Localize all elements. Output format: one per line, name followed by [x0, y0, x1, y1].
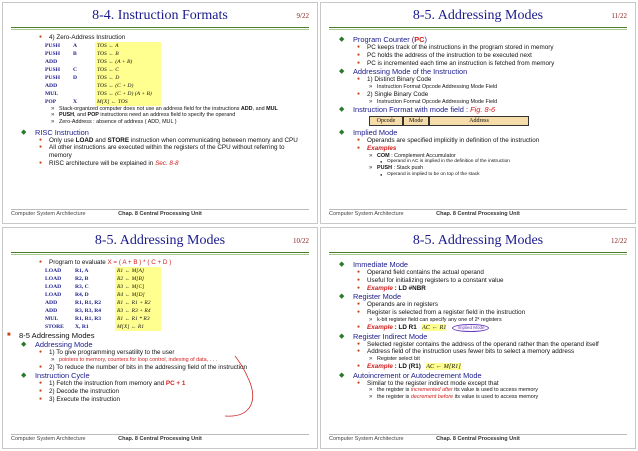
footer-line	[329, 434, 627, 435]
code-rtl: R2 ← M[B]	[115, 275, 161, 283]
bullet-zero-address: ● 4) Zero-Address Instruction	[21, 34, 309, 42]
page-number: 9/22	[296, 12, 309, 20]
code-operand: X, R1	[75, 323, 89, 330]
code-opcode: LOAD	[45, 291, 62, 298]
slide-10	[2, 227, 318, 449]
footer-center: Chap. 8 Central Processing Unit	[436, 436, 520, 442]
divider	[11, 29, 309, 30]
imm-item: ● Example : LD #NBR	[339, 285, 627, 293]
rind-item: ● Selected register contains the address of the operand rather than the operand itself	[339, 341, 627, 349]
code-operand	[73, 58, 95, 66]
am-item: ● 2) To reduce the number of bits in the addressing field of the instruction	[21, 364, 309, 372]
box-opcode: Opcode	[369, 116, 403, 126]
code-operand: R1, R1, R2	[75, 299, 102, 306]
footer-left: Computer System Architecture	[329, 211, 404, 217]
footer-left: Computer System Architecture	[329, 436, 404, 442]
annotation-curve	[3, 228, 318, 449]
slide-9	[2, 2, 318, 224]
code-row	[45, 74, 309, 82]
code-operand: R1, A	[75, 267, 89, 274]
code-opcode: ADD	[45, 58, 58, 65]
imm-item: ● Operand field contains the actual operand	[339, 269, 627, 277]
divider	[11, 27, 309, 28]
footer-center: Chap. 8 Central Processing Unit	[118, 436, 202, 442]
risc-item: ● All other instructions are executed within the registers of the CPU without referring to memory	[21, 144, 309, 160]
code-rtl: R1 ← R1 * R3	[115, 315, 161, 323]
code-operand: R4, D	[75, 291, 89, 298]
box-address: Address	[429, 116, 529, 126]
code-rtl: TOS ← (A + B)	[95, 58, 161, 66]
am-sub: » pointers to memory, counters for loop control, indexing of data, . . .	[21, 357, 309, 364]
slide-11	[320, 2, 636, 224]
program-heading: ● Program to evaluate X = ( A + B ) * ( C + D )	[21, 259, 309, 267]
rind-example: ● Example : LD (R1) AC ← M[R1]	[339, 363, 627, 371]
footer-line	[329, 209, 627, 210]
am-sub: » Instruction Format Opcode Addressing Mode Field	[339, 99, 627, 106]
format-box	[369, 116, 627, 126]
code-rtl: R3 ← M[C]	[115, 283, 161, 291]
cycle-item: ● 3) Execute the instruction	[21, 396, 309, 404]
heading-addressing-mode: ◆ Addressing Mode of the Instruction	[339, 67, 627, 76]
code-rtl: TOS ← A	[95, 42, 161, 50]
footer-center: Chap. 8 Central Processing Unit	[436, 211, 520, 217]
heading-autoincrement: ◆ Autoincrement or Autodecrement Mode	[339, 371, 627, 380]
note: » Zero-Address : absence of address ( ADD, MUL )	[21, 119, 309, 126]
auto-sub: » the register is decrement before its value is used to access memory	[339, 394, 627, 401]
code-operand	[73, 90, 95, 98]
code-rtl: TOS ← (C + D)	[95, 82, 161, 90]
code-row	[45, 98, 309, 106]
example-com: » COM : Complement Accumulator	[339, 153, 627, 160]
example-push-sub: ● Operand is implied to be on top of the stack	[339, 172, 627, 178]
imm-item: ● Useful for initializing registers to a constant value	[339, 277, 627, 285]
code-row	[45, 42, 309, 50]
code-rtl: TOS ← C	[95, 66, 161, 74]
am-item: ● 2) Single Binary Code	[339, 91, 627, 99]
code-opcode: ADD	[45, 299, 58, 306]
page-number: 12/22	[611, 237, 627, 245]
code-rtl: TOS ← (C + D) (A + B)	[95, 90, 161, 98]
code-row	[45, 50, 309, 58]
implied-mode-oval: Implied Mode	[452, 324, 489, 332]
code-opcode: PUSH	[45, 50, 60, 57]
footer-left: Computer System Architecture	[11, 211, 86, 217]
implied-item: ● Operands are specified implicitly in definition of the instruction	[339, 137, 627, 145]
risc-item: ● RISC architecture will be explained in Sec. 8-8	[21, 160, 309, 168]
code-opcode: MUL	[45, 315, 59, 322]
box-mode: Mode	[403, 116, 429, 126]
code-opcode: ADD	[45, 82, 58, 89]
code-operand: R1, R1, R3	[75, 315, 102, 322]
code-rtl: R3 ← R3 + R4	[115, 307, 161, 315]
example-com-sub: ● Operand in AC is implied in the definition of the instruction	[339, 159, 627, 165]
heading-instruction-format: ◆ Instruction Format with mode field : Fig. 8-6	[339, 105, 627, 114]
code-operand: R3, R3, R4	[75, 307, 102, 314]
code-rtl: R4 ← M[D]	[115, 291, 161, 299]
page-number: 10/22	[293, 237, 309, 245]
code-rtl: M[X] ← R1	[115, 323, 161, 331]
risc-item: ● Only use LOAD and STORE instruction when communicating between memory and CPU	[21, 137, 309, 145]
pc-item: ● PC holds the address of the instruction to be executed next	[339, 52, 627, 60]
note: » Stack-organized computer does not use an address field for the instructions ADD, and MUL	[21, 106, 309, 113]
reg-item: ● Register is selected from a register field in the instruction	[339, 309, 627, 317]
section-heading: ■ 8-5 Addressing Modes	[7, 330, 95, 340]
footer-line	[11, 434, 309, 435]
slide-title: 8-5. Addressing Modes	[412, 8, 544, 23]
code-row	[45, 82, 309, 90]
code-operand: R2, B	[75, 275, 89, 282]
pc-item: ● PC keeps track of the instructions in the program stored in memory	[339, 44, 627, 52]
code-operand: A	[73, 42, 78, 49]
code-opcode: MUL	[45, 90, 59, 97]
slide-title: 8-5. Addressing Modes	[412, 233, 544, 248]
code-operand	[73, 82, 95, 90]
code-opcode: LOAD	[45, 283, 62, 290]
am-sub: » Instruction Format Opcode Addressing Mode Field	[339, 84, 627, 91]
slide-12	[320, 227, 636, 449]
auto-item: ● Similar to the register indirect mode except that	[339, 380, 627, 388]
code-opcode: PUSH	[45, 66, 60, 73]
pc-item: ● PC is incremented each time an instruction is fetched from memory	[339, 60, 627, 68]
implied-item: ● Examples	[339, 145, 627, 153]
rind-item: ● Address field of the instruction uses fewer bits to select a memory address	[339, 348, 627, 356]
code-row	[45, 90, 309, 98]
code-opcode: PUSH	[45, 74, 60, 81]
code-opcode: LOAD	[45, 275, 62, 282]
divider	[329, 254, 627, 255]
cycle-item: ● 1) Fetch the instruction from memory and PC + 1	[21, 380, 309, 388]
code-operand: D	[73, 74, 78, 81]
heading-implied: ◆ Implied Mode	[339, 128, 627, 137]
code-listing	[45, 42, 309, 106]
rind-sub: » Register select bit	[339, 356, 627, 363]
heading-pc: ◆ Program Counter (PC)	[339, 35, 627, 44]
note: » PUSH, and POP instructions need an address field to specify the operand	[21, 112, 309, 119]
cycle-item: ● 2) Decode the instruction	[21, 388, 309, 396]
code-rtl: R1 ← R1 + R2	[115, 299, 161, 307]
code-operand: X	[73, 98, 78, 105]
heading-register: ◆ Register Mode	[339, 292, 627, 301]
reg-sub: » k-bit register field can specify any one of 2ᵏ registers	[339, 317, 627, 324]
heading-immediate: ◆ Immediate Mode	[339, 260, 627, 269]
code-operand: R3, C	[75, 283, 89, 290]
heading-addressing-mode: ◆ Addressing Mode	[21, 340, 309, 349]
code-opcode: ADD	[45, 307, 58, 314]
divider	[329, 252, 627, 253]
code-rtl: R1 ← M[A]	[115, 267, 161, 275]
divider	[329, 29, 627, 30]
code-operand: B	[73, 50, 77, 57]
code-row	[45, 66, 309, 74]
auto-sub: » the register is incremented after its value is used to access memory	[339, 387, 627, 394]
code-rtl: M[X] ← TOS	[95, 98, 161, 106]
am-item: ● 1) Distinct Binary Code	[339, 76, 627, 84]
slide-title: 8-5. Addressing Modes	[94, 233, 226, 248]
reg-example: ● Example : LD R1 AC ← R1 Implied Mode	[339, 324, 627, 332]
am-item: ● 1) To give programming versatility to the user	[21, 349, 309, 357]
code-row	[45, 58, 309, 66]
code-opcode: STORE	[45, 323, 64, 330]
footer-line	[11, 209, 309, 210]
reg-item: ● Operands are in registers	[339, 301, 627, 309]
code-operand: C	[73, 66, 78, 73]
divider	[329, 27, 627, 28]
code-opcode: PUSH	[45, 42, 60, 49]
heading-register-indirect: ◆ Register Indirect Mode	[339, 332, 627, 341]
heading-instruction-cycle: ◆ Instruction Cycle	[21, 371, 309, 380]
page-number: 11/22	[611, 12, 627, 20]
footer-center: Chap. 8 Central Processing Unit	[118, 211, 202, 217]
footer-left: Computer System Architecture	[11, 436, 86, 442]
code-opcode: POP	[45, 98, 57, 105]
example-push: » PUSH : Stack push	[339, 165, 627, 172]
heading-risc: ◆ RISC Instruction	[21, 128, 309, 137]
code-rtl: TOS ← B	[95, 50, 161, 58]
slide-title: 8-4. Instruction Formats	[92, 8, 228, 23]
code-rtl: TOS ← D	[95, 74, 161, 82]
code-opcode: LOAD	[45, 267, 62, 274]
